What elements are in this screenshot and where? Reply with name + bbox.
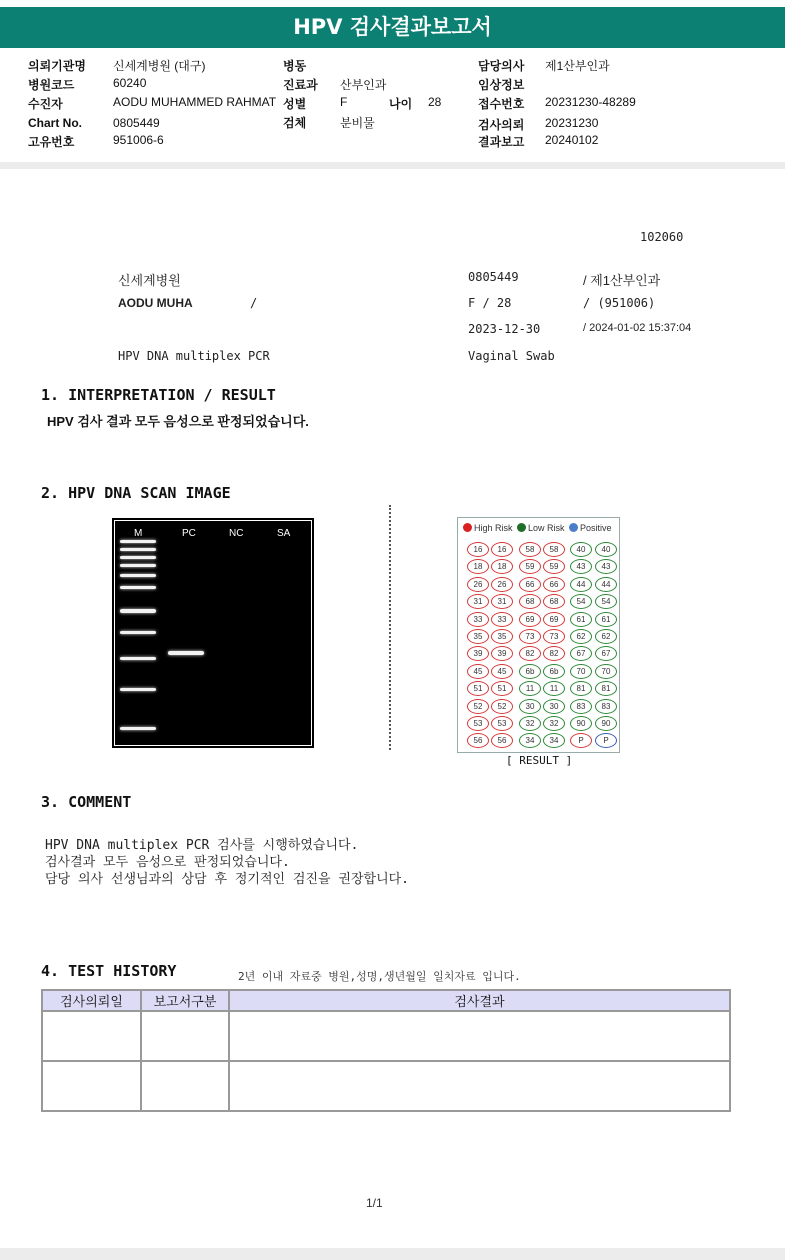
probe-oval: 90: [570, 716, 592, 731]
gel-electrophoresis-image: [112, 518, 314, 748]
probe-oval: 43: [570, 559, 592, 574]
ladder-band: [120, 609, 156, 613]
probe-oval: 58: [519, 542, 541, 557]
probe-oval: 70: [595, 664, 617, 679]
ladder-band: [120, 564, 156, 567]
probe-oval: 62: [595, 629, 617, 644]
probe-oval: 67: [595, 646, 617, 661]
request-date-label: 검사의뢰: [478, 118, 525, 132]
probe-oval: 53: [491, 716, 513, 731]
report-date-label: 결과보고: [478, 135, 525, 149]
probe-oval: 90: [595, 716, 617, 731]
accession-no-label: 접수번호: [478, 97, 525, 111]
legend-high-risk-label: High Risk: [474, 523, 513, 533]
report-code: 102060: [640, 230, 684, 244]
ladder-band: [120, 574, 156, 577]
comment-line: 검사결과 모두 음성으로 판정되었습니다.: [45, 855, 290, 870]
info-specimen: Vaginal Swab: [468, 349, 555, 363]
probe-oval: 66: [519, 577, 541, 592]
probe-oval: 53: [467, 716, 489, 731]
probe-oval: 83: [595, 699, 617, 714]
table-cell: [141, 1011, 229, 1061]
probe-oval: 70: [570, 664, 592, 679]
probe-oval: 35: [491, 629, 513, 644]
probe-oval: 52: [467, 699, 489, 714]
institution-label: 의뢰기관명: [28, 59, 86, 73]
probe-oval: 30: [543, 699, 565, 714]
info-report-time: / 2024-01-02 15:37:04: [583, 322, 692, 334]
ladder-band: [120, 548, 156, 551]
probe-oval: 33: [467, 612, 489, 627]
gel-lane-label: M: [134, 528, 143, 539]
age-label: 나이: [389, 97, 413, 111]
ladder-band: [120, 540, 156, 543]
interpretation-text: HPV 검사 결과 모두 음성으로 판정되었습니다.: [47, 414, 309, 429]
specimen-value: 분비물: [340, 116, 375, 130]
department-value: 산부인과: [340, 78, 387, 92]
probe-oval: 30: [519, 699, 541, 714]
probe-oval: 35: [467, 629, 489, 644]
hospital-code-value: 60240: [113, 76, 147, 90]
probe-oval: 69: [519, 612, 541, 627]
age-value: 28: [428, 95, 442, 109]
probe-oval: 39: [491, 646, 513, 661]
probe-oval: 59: [543, 559, 565, 574]
probe-oval: 31: [491, 594, 513, 609]
gel-lane-label: SA: [277, 528, 291, 539]
probe-oval: 32: [519, 716, 541, 731]
request-date-value: 20231230: [545, 116, 599, 130]
probe-oval: 82: [543, 646, 565, 661]
info-sex-age: F / 28: [468, 296, 512, 310]
chart-no-label: Chart No.: [28, 116, 82, 130]
ladder-band: [120, 657, 156, 660]
probe-oval: 81: [595, 681, 617, 696]
unique-no-label: 고유번호: [28, 135, 75, 149]
probe-oval: 45: [491, 664, 513, 679]
low-risk-dot-icon: [517, 523, 526, 532]
comment-line: 담당 의사 선생님과의 상담 후 정기적인 검진을 권장합니다.: [45, 872, 410, 887]
table-row: [42, 1011, 730, 1061]
report-title: HPV 검사결과보고서: [0, 7, 785, 48]
interpretation-heading: 1. INTERPRETATION / RESULT: [41, 386, 276, 404]
table-cell: [42, 1011, 141, 1061]
legend-positive: [569, 523, 612, 533]
probe-oval: 32: [543, 716, 565, 731]
probe-oval: 81: [570, 681, 592, 696]
probe-oval: 66: [543, 577, 565, 592]
probe-oval: 73: [519, 629, 541, 644]
probe-oval: 54: [570, 594, 592, 609]
probe-oval: 51: [491, 681, 513, 696]
sex-value: F: [340, 95, 348, 109]
ladder-band: [120, 727, 156, 730]
result-label: [ RESULT ]: [506, 754, 573, 767]
legend-positive-label: Positive: [580, 523, 612, 533]
probe-oval: P: [570, 733, 592, 748]
probe-oval: 62: [570, 629, 592, 644]
footer-bar: [0, 1248, 785, 1260]
probe-oval: 44: [570, 577, 592, 592]
table-cell: [229, 1011, 730, 1061]
report-date-value: 20240102: [545, 133, 599, 147]
header-separator: [0, 162, 785, 169]
patient-label: 수진자: [28, 97, 63, 111]
probe-oval: 45: [467, 664, 489, 679]
specimen-label: 검체: [283, 116, 307, 130]
positive-dot-icon: [569, 523, 578, 532]
info-birth: / (951006): [583, 296, 656, 310]
probe-oval: 16: [467, 542, 489, 557]
probe-oval: 43: [595, 559, 617, 574]
chart-no-value: 0805449: [113, 116, 160, 130]
probe-oval: 51: [467, 681, 489, 696]
probe-oval: 61: [595, 612, 617, 627]
column-header: 검사결과: [229, 990, 730, 1011]
probe-oval: 67: [570, 646, 592, 661]
probe-oval: 73: [543, 629, 565, 644]
probe-oval: 31: [467, 594, 489, 609]
probe-oval: 44: [595, 577, 617, 592]
column-header: 보고서구분: [141, 990, 229, 1011]
probe-oval: 40: [570, 542, 592, 557]
dotted-divider: [389, 505, 391, 750]
legend-low-risk-label: Low Risk: [528, 523, 565, 533]
probe-oval: 56: [491, 733, 513, 748]
page-number: 1/1: [366, 1196, 383, 1210]
probe-oval: P: [595, 733, 617, 748]
gel-lane-label: PC: [182, 528, 196, 539]
probe-oval: 54: [595, 594, 617, 609]
department-label: 진료과: [283, 78, 318, 92]
gel-lane-label: NC: [229, 528, 244, 539]
probe-oval: 39: [467, 646, 489, 661]
comment-heading: 3. COMMENT: [41, 793, 132, 811]
info-date: 2023-12-30: [468, 322, 541, 336]
probe-oval: 68: [519, 594, 541, 609]
probe-oval: 11: [519, 681, 541, 696]
institution-value: 신세계병원 (대구): [113, 59, 206, 73]
probe-oval: 34: [543, 733, 565, 748]
accession-no-value: 20231230-48289: [545, 95, 636, 109]
probe-oval: 26: [467, 577, 489, 592]
clinical-info-label: 임상정보: [478, 78, 525, 92]
ladder-band: [120, 556, 156, 559]
table-row: [42, 1061, 730, 1111]
probe-oval: 82: [519, 646, 541, 661]
physician-value: 제1산부인과: [545, 59, 610, 73]
probe-oval: 18: [491, 559, 513, 574]
probe-oval: 6b: [543, 664, 565, 679]
test-history-table: [41, 989, 731, 1112]
info-hospital: 신세계병원: [118, 273, 181, 288]
scan-image-heading: 2. HPV DNA SCAN IMAGE: [41, 484, 231, 502]
ladder-band: [120, 631, 156, 634]
probe-oval: 83: [570, 699, 592, 714]
probe-oval: 11: [543, 681, 565, 696]
ward-label: 병동: [283, 59, 307, 73]
unique-no-value: 951006-6: [113, 133, 164, 147]
probe-oval: 68: [543, 594, 565, 609]
probe-oval: 52: [491, 699, 513, 714]
info-chart: 0805449: [468, 270, 519, 284]
probe-oval: 61: [570, 612, 592, 627]
probe-oval: 56: [467, 733, 489, 748]
test-history-note: 2년 이내 자료중 병원,성명,생년월일 일치자료 입니다.: [238, 970, 521, 983]
probe-oval: 40: [595, 542, 617, 557]
sex-label: 성별: [283, 97, 307, 111]
table-cell: [42, 1061, 141, 1111]
patient-value: AODU MUHAMMED RAHMAT: [113, 95, 277, 109]
info-department: / 제1산부인과: [583, 273, 661, 288]
test-history-heading: 4. TEST HISTORY: [41, 962, 177, 980]
probe-oval: 6b: [519, 664, 541, 679]
info-patient: AODU MUHA: [118, 296, 193, 310]
table-cell: [229, 1061, 730, 1111]
comment-line: HPV DNA multiplex PCR 검사를 시행하였습니다.: [45, 838, 359, 853]
high-risk-dot-icon: [463, 523, 472, 532]
probe-oval: 59: [519, 559, 541, 574]
probe-oval: 16: [491, 542, 513, 557]
probe-oval: 33: [491, 612, 513, 627]
column-header: 검사의뢰일: [42, 990, 141, 1011]
hpv-chip-result-panel: [457, 517, 620, 753]
probe-oval: 34: [519, 733, 541, 748]
table-header-row: [42, 990, 730, 1011]
legend-high-risk: [463, 523, 513, 533]
info-patient-separator: /: [250, 296, 258, 310]
hospital-code-label: 병원코드: [28, 78, 75, 92]
probe-oval: 26: [491, 577, 513, 592]
legend-low-risk: [517, 523, 565, 533]
ladder-band: [120, 586, 156, 589]
probe-oval: 69: [543, 612, 565, 627]
pc-band: [168, 651, 204, 655]
probe-oval: 58: [543, 542, 565, 557]
probe-oval: 18: [467, 559, 489, 574]
ladder-band: [120, 688, 156, 691]
table-cell: [141, 1061, 229, 1111]
info-test-name: HPV DNA multiplex PCR: [118, 349, 270, 363]
physician-label: 담당의사: [478, 59, 525, 73]
